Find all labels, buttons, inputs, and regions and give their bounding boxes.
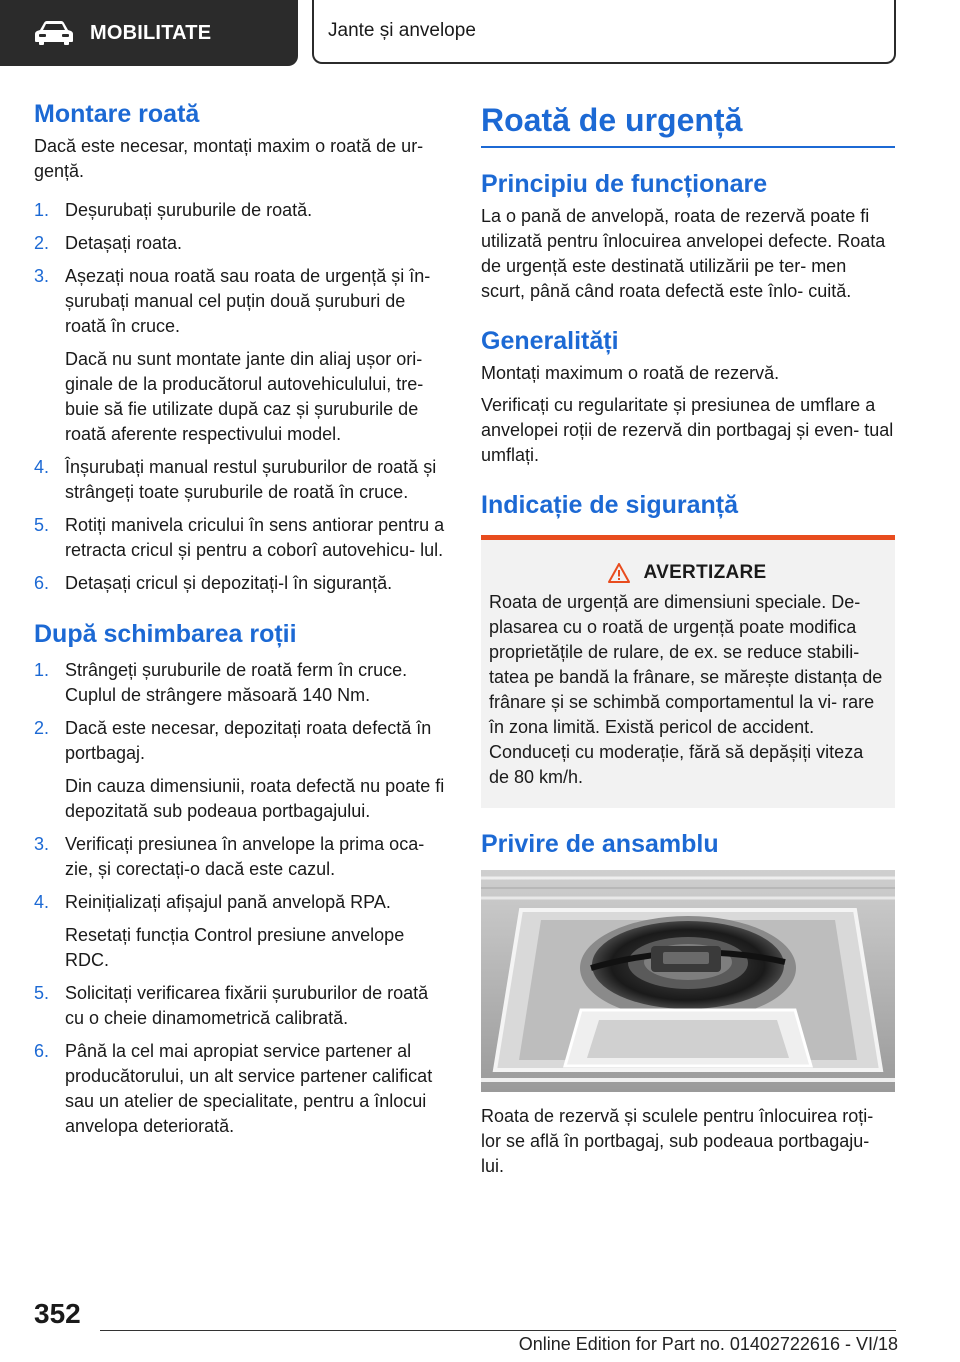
chapter-title: Jante și anvelope: [328, 20, 476, 41]
list-item: 2. Dacă este necesar, depozitați roata defectă în portbagaj. Din cauza dimensiunii, roata defectă nu poate fi depozitată sub podeaua portbagajului.: [34, 716, 448, 824]
list-item: 3. Verificați presiunea în anvelope la prima oca‐ zie, și corectați-o dacă este cazul.: [34, 834, 425, 879]
step-note: Dacă nu sunt montate jante din aliaj ușor ori‐ ginale de la producătorul autovehiculului, tre‐ buie să fie utilizate după caz și șuruburile de roată aferente respectivului model.: [65, 349, 424, 444]
generalitati-p2: Verificați cu regularitate și presiunea de umflare a anvelopei roții de rezervă din portbagaj și even‐ tual umflați.: [481, 395, 894, 465]
heading-ansamblu: Privire de ansamblu: [481, 830, 719, 858]
list-item: 4. Înșurubați manual restul șuruburilor de roată și strângeți toate șuruburile de roată în cruce.: [34, 457, 437, 502]
heading-siguranta: Indicație de siguranță: [481, 491, 739, 519]
list-item: 2. Detașați roata.: [34, 233, 183, 253]
step-note: Din cauza dimensiunii, roata defectă nu poate fi depozitată sub podeaua portbagajului.: [65, 776, 445, 821]
list-item: 3. Așezați noua roată sau roata de urgență și în‐ șurubați manual cel puțin două șuruburi de roată în cruce. Dacă nu sunt montate jante din aliaj ușor ori‐ ginale de la producătorul autovehiculului, tre‐ buie să fie utilizate după caz și șuruburile de roată aferente respectivului model.: [34, 264, 448, 447]
ansamblu-caption: Roata de rezervă și sculele pentru înlocuirea roți‐ lor se află în portbagaj, sub podeaua portbagaju‐ lui.: [481, 1106, 874, 1176]
trunk-spare-wheel-image: [481, 870, 895, 1092]
page-number: 352: [34, 1298, 81, 1329]
list-item: 4. Reinițializați afișajul pană anvelopă RPA. Resetați funcția Control presiune anvelope RDC.: [34, 890, 448, 973]
list-item: 6. Până la cel mai apropiat service partener al producătorului, un alt service partener calificat sau un atelier de specialitate, pentru a înlocui anvelopa deteriorată.: [34, 1041, 433, 1136]
warning-triangle-icon: [608, 563, 630, 583]
main-title: Roată de urgență: [481, 98, 895, 148]
footer-edition: Online Edition for Part no. 01402722616 - VI/18: [518, 1334, 898, 1354]
step-note: Resetați funcția Control presiune anvelope RDC.: [65, 925, 405, 970]
list-item: 5. Solicitați verificarea fixării șuruburilor de roată cu o cheie dinamometrică calibrată.: [34, 983, 429, 1028]
car-icon: [34, 20, 74, 46]
list-item: 1. Deșurubați șuruburile de roată.: [34, 200, 313, 220]
chapter-tab: [312, 0, 896, 64]
heading-generalitati: Generalități: [481, 327, 619, 355]
heading-principiu: Principiu de funcționare: [481, 170, 768, 198]
list-item: 5. Rotiți manivela cricului în sens antiorar pentru a retracta cricul și pentru a coborî autovehicu‐ lul.: [34, 515, 445, 560]
list-item: 1. Strângeți șuruburile de roată ferm în cruce. Cuplul de strângere măsoară 140 Nm.: [34, 660, 408, 705]
montare-intro: Dacă este necesar, montați maxim o roată de ur‐ gență.: [34, 136, 424, 181]
warning-text: Roata de urgență are dimensiuni speciale. De‐ plasarea cu o roată de urgență poate modifica proprietățile de rulare, de ex. se reduce stabili‐ tatea pe bandă la frânare, se mărește distanța de frânare și se schimbă comportamentul la vi‐ rare în zona limită. Există pericol de accident. Conduceți cu moderație, fără să depășiți viteza de 80 km/h.: [489, 592, 883, 787]
montare-steps: [34, 198, 448, 596]
right-column: [481, 98, 895, 1186]
heading-dupa: După schimbarea roții: [34, 620, 297, 648]
section-tab: [0, 0, 298, 66]
warning-header: [489, 562, 885, 584]
section-title: MOBILITATE: [90, 21, 212, 44]
left-column: [34, 98, 448, 1147]
page-header: [0, 0, 960, 66]
footer-divider: [100, 1330, 896, 1331]
dupa-steps: [34, 658, 448, 1139]
warning-box: [481, 535, 895, 808]
list-item: 6. Detașați cricul și depozitați-l în siguranță.: [34, 573, 393, 593]
generalitati-p1: Montați maximum o roată de rezervă.: [481, 363, 780, 383]
heading-montare: Montare roată: [34, 100, 200, 128]
principiu-text: La o pană de anvelopă, roata de rezervă poate fi utilizată pentru înlocuirea anvelopei defecte. Roata de urgență este destinată utilizării pe ter‐ men scurt, până când roata defectă este înlo‐ cuită.: [481, 206, 886, 301]
warning-label: AVERTIZARE: [643, 562, 767, 583]
